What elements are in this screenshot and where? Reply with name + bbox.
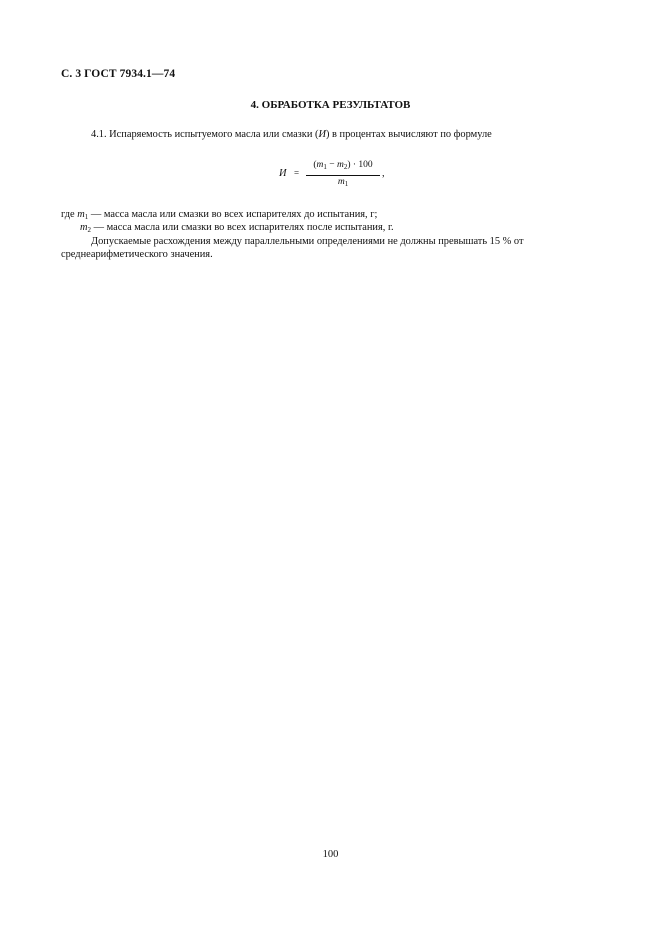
where-word: где <box>61 209 78 220</box>
formula-denominator <box>306 177 380 188</box>
page-header: С. 3 ГОСТ 7934.1—74 <box>61 68 176 80</box>
paragraph-4-1 <box>91 128 492 141</box>
den-m-sub: 1 <box>344 180 349 188</box>
num-m2-symbol: m <box>336 160 344 170</box>
num-close: ) · 100 <box>347 160 373 170</box>
tolerance-paragraph-line-2: среднеарифметического значения. <box>61 249 213 260</box>
formula-numerator <box>306 160 380 171</box>
formula-lhs: И <box>279 168 287 179</box>
fraction-bar <box>306 175 380 176</box>
m2-symbol: m <box>80 222 88 233</box>
symbol-i: И <box>318 129 326 140</box>
paren-open: ( <box>313 160 317 170</box>
tolerance-paragraph-line-1: Допускаемые расхождения между параллельными определениями не должны превышать 15 % от <box>91 236 524 247</box>
paragraph-text: 4.1. Испаряемость испытуемого масла или смазки ( <box>91 129 319 140</box>
evaporability-formula <box>279 161 409 195</box>
num-m2-sub: 2 <box>343 163 348 171</box>
m2-sub: 2 <box>87 226 92 234</box>
m2-text: — масса масла или смазки во всех испарителях после испытания, г. <box>91 222 394 233</box>
section-title: 4. ОБРАБОТКА РЕЗУЛЬТАТОВ <box>250 99 411 111</box>
paragraph-text-after: ) в процентах вычисляют по формуле <box>325 129 492 140</box>
m1-sub: 1 <box>84 213 89 221</box>
num-m1-symbol: m <box>316 160 324 170</box>
page-number: 100 <box>322 849 339 860</box>
num-minus: − <box>326 160 337 170</box>
formula-equals: = <box>294 168 300 178</box>
m1-text: — масса масла или смазки во всех испарителях до испытания, г; <box>88 209 378 220</box>
formula-comma: , <box>382 168 385 179</box>
m1-symbol: m <box>77 209 85 220</box>
num-m1-sub: 1 <box>323 163 327 171</box>
den-m-symbol: m <box>337 177 345 187</box>
